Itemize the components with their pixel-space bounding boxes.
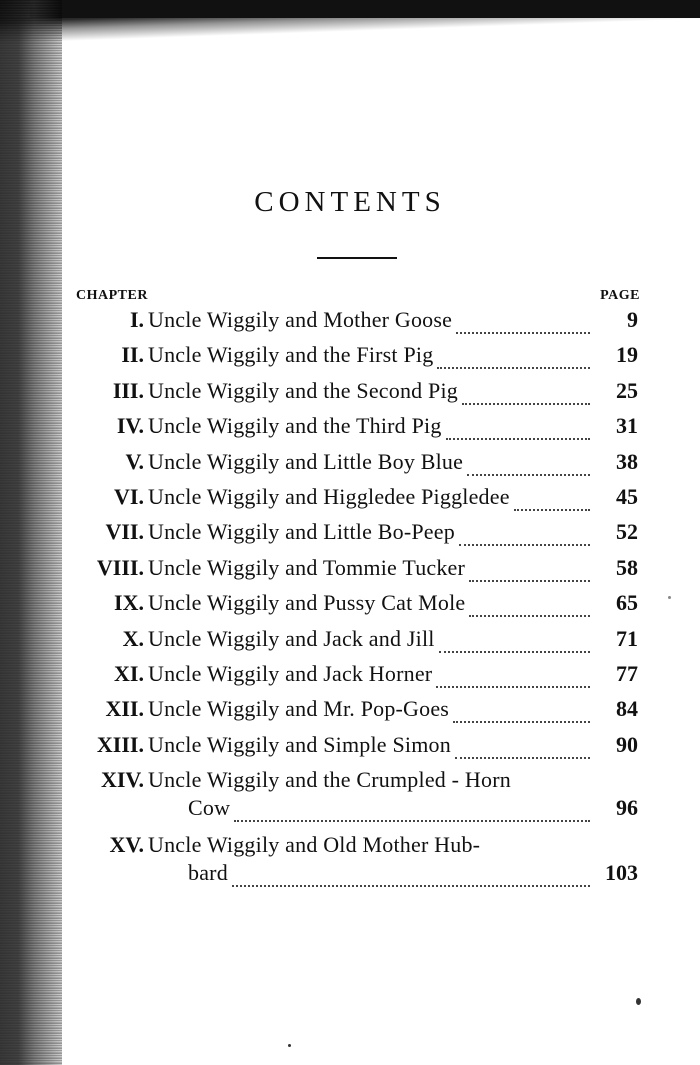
dot-leader bbox=[234, 820, 590, 822]
chapter-numeral: IX. bbox=[114, 590, 144, 615]
toc-entry-line bbox=[72, 661, 642, 696]
chapter-numeral: XV. bbox=[109, 832, 144, 857]
chapter-numeral: XIV. bbox=[100, 767, 144, 792]
page-title: CONTENTS bbox=[254, 186, 446, 218]
chapter-numeral: VI. bbox=[114, 484, 144, 509]
chapter-title: Uncle Wiggily and Little Bo-Peep bbox=[148, 519, 455, 544]
toc-line bbox=[72, 626, 642, 661]
page-top-band bbox=[30, 0, 700, 18]
chapter-page-number: 96 bbox=[616, 795, 638, 820]
dot-leader bbox=[232, 885, 590, 887]
toc-entry-line bbox=[72, 732, 642, 767]
chapter-page-number: 65 bbox=[616, 590, 638, 615]
toc-line bbox=[72, 307, 642, 342]
chapter-title: Cow bbox=[188, 795, 231, 820]
toc-entry-line bbox=[72, 519, 642, 554]
toc-line bbox=[72, 449, 642, 484]
toc-entry-line bbox=[72, 484, 642, 519]
chapter-numeral: VII. bbox=[105, 519, 144, 544]
toc-line bbox=[72, 342, 642, 377]
chapter-page-number: 90 bbox=[616, 732, 638, 757]
chapter-title: Uncle Wiggily and Simple Simon bbox=[148, 732, 451, 757]
chapter-numeral: XII. bbox=[105, 696, 144, 721]
chapter-numeral: XI. bbox=[114, 661, 144, 686]
dot-leader bbox=[467, 474, 590, 476]
toc-line bbox=[72, 378, 642, 413]
chapter-page-number: 25 bbox=[616, 378, 638, 403]
chapter-page-number: 19 bbox=[616, 342, 638, 367]
chapter-title: Uncle Wiggily and the Third Pig bbox=[148, 413, 442, 438]
toc-line bbox=[72, 732, 642, 767]
dot-leader bbox=[455, 757, 590, 759]
chapter-numeral: VIII. bbox=[96, 555, 144, 580]
chapter-page-number: 38 bbox=[616, 449, 638, 474]
toc-line bbox=[72, 519, 642, 554]
chapter-title: Uncle Wiggily and Mr. Pop-Goes bbox=[148, 696, 450, 721]
toc-entry-line bbox=[72, 378, 642, 413]
toc-entry-line bbox=[72, 696, 642, 731]
chapter-title: Uncle Wiggily and Jack and Jill bbox=[148, 626, 435, 651]
dot-leader bbox=[462, 403, 590, 405]
dot-leader bbox=[469, 615, 590, 617]
chapter-page-number: 103 bbox=[605, 860, 638, 885]
dot-leader bbox=[439, 651, 590, 653]
toc-entry-line bbox=[72, 342, 642, 377]
page-binding-edge bbox=[0, 0, 62, 1065]
chapter-title: Uncle Wiggily and Mother Goose bbox=[148, 307, 453, 332]
chapter-page-number: 9 bbox=[627, 307, 638, 332]
chapter-page-number: 31 bbox=[616, 413, 638, 438]
chapter-title: Uncle Wiggily and the First Pig bbox=[148, 342, 434, 367]
toc-line bbox=[72, 590, 642, 625]
chapter-title: Uncle Wiggily and Jack Horner bbox=[148, 661, 433, 686]
chapter-page-number: 58 bbox=[616, 555, 638, 580]
chapter-title: Uncle Wiggily and Old Mother Hub- bbox=[148, 832, 481, 857]
chapter-title: Uncle Wiggily and the Crumpled - Horn bbox=[148, 767, 511, 792]
toc-entry-line bbox=[72, 413, 642, 448]
toc-entry-line bbox=[72, 590, 642, 625]
toc-entry-line bbox=[72, 860, 642, 895]
toc-line bbox=[72, 696, 642, 731]
chapter-page-number: 77 bbox=[616, 661, 638, 686]
chapter-page-number: 45 bbox=[616, 484, 638, 509]
dot-leader bbox=[453, 721, 590, 723]
dot-leader bbox=[469, 580, 590, 582]
chapter-page-number: 84 bbox=[616, 696, 638, 721]
ink-speck bbox=[636, 998, 641, 1005]
toc-entry-line bbox=[72, 555, 642, 590]
toc-entry-line bbox=[72, 626, 642, 661]
chapter-numeral: II. bbox=[121, 342, 144, 367]
toc-line bbox=[72, 413, 642, 448]
dot-leader bbox=[514, 509, 590, 511]
chapter-page-number: 71 bbox=[616, 626, 638, 651]
dot-leader bbox=[446, 438, 590, 440]
chapter-title: Uncle Wiggily and Pussy Cat Mole bbox=[148, 590, 466, 615]
toc-line bbox=[72, 795, 642, 830]
chapter-numeral: I. bbox=[129, 307, 144, 332]
toc-entry-line bbox=[72, 795, 642, 830]
page-header: PAGE bbox=[600, 288, 640, 303]
chapter-numeral: IV. bbox=[116, 413, 144, 438]
dot-leader bbox=[437, 367, 590, 369]
dot-leader bbox=[456, 332, 590, 334]
chapter-header: CHAPTER bbox=[76, 288, 148, 303]
chapter-numeral: III. bbox=[112, 378, 144, 403]
toc-line bbox=[72, 484, 642, 519]
ink-speck bbox=[288, 1044, 291, 1047]
chapter-page-number: 52 bbox=[616, 519, 638, 544]
toc-line bbox=[72, 555, 642, 590]
title-rule bbox=[317, 257, 397, 259]
toc-line bbox=[72, 860, 642, 895]
chapter-title: Uncle Wiggily and Higgledee Piggledee bbox=[148, 484, 510, 509]
dot-leader bbox=[459, 544, 590, 546]
chapter-title: bard bbox=[188, 860, 228, 885]
chapter-numeral: V. bbox=[125, 449, 144, 474]
toc-line bbox=[72, 661, 642, 696]
chapter-numeral: X. bbox=[122, 626, 144, 651]
dot-leader bbox=[436, 686, 590, 688]
chapter-title: Uncle Wiggily and Tommie Tucker bbox=[148, 555, 466, 580]
chapter-title: Uncle Wiggily and the Second Pig bbox=[148, 378, 459, 403]
chapter-title: Uncle Wiggily and Little Boy Blue bbox=[148, 449, 464, 474]
toc-entry-line bbox=[72, 449, 642, 484]
ink-speck bbox=[668, 596, 671, 599]
toc-entry-line bbox=[72, 307, 642, 342]
chapter-numeral: XIII. bbox=[96, 732, 144, 757]
